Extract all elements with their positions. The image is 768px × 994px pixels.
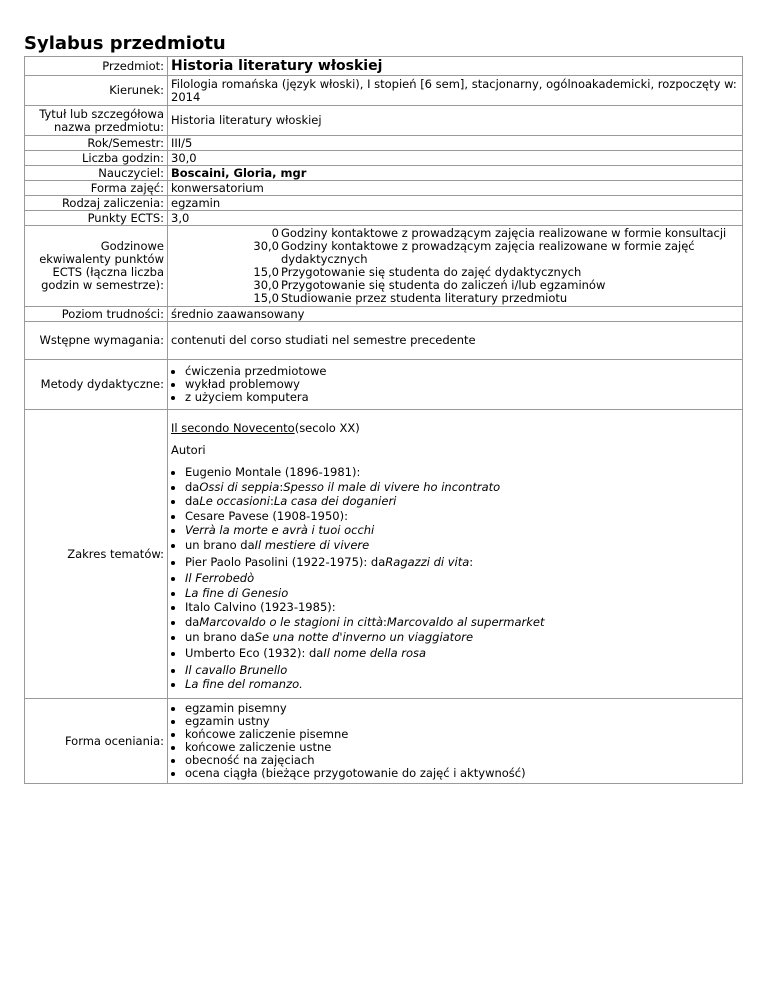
work-title: Ossi di seppia <box>199 479 280 494</box>
work-title: La fine di Genesio <box>185 585 289 600</box>
prefix-da: da <box>185 494 200 509</box>
list-item <box>185 615 739 630</box>
label-ekwiwalenty: Godzinowe ekwiwalenty punktów ECTS (łączna liczba godzin w semestrze): <box>25 226 168 307</box>
list-item: • egzamin ustny <box>185 715 739 728</box>
work-title: Verrà la morte e avrà i tuoi occhi <box>185 523 375 538</box>
ects-text: Godziny kontaktowe z prowadzącym zajęcia realizowane w formie konsultacji <box>281 226 727 240</box>
value-kierunek: Filologia romańska (język włoski), I stopień [6 sem], stacjonarny, ogólnoakademicki, rozpoczęty w: 2014 <box>168 76 743 106</box>
list-item <box>185 571 739 586</box>
ocena-list <box>171 702 739 780</box>
list-item: • z użyciem komputera <box>185 391 739 404</box>
row-forma <box>25 181 743 196</box>
separator: : <box>383 614 387 629</box>
value-ekwiwalenty <box>168 226 743 307</box>
list-item <box>185 494 739 509</box>
list-item <box>185 480 739 495</box>
list-item: • Cesare Pavese (1908-1950): <box>185 509 739 524</box>
value-forma: konwersatorium <box>168 181 743 196</box>
separator: : <box>469 554 474 569</box>
list-item: • końcowe zaliczenie ustne <box>185 741 739 754</box>
row-przedmiot <box>25 57 743 76</box>
work-title: Marcovaldo o le stagioni in città <box>199 614 384 629</box>
topics-intro-link[interactable]: Il secondo Novecento <box>171 421 295 436</box>
list-item: • Eugenio Montale (1896-1981): <box>185 465 739 480</box>
author-name: Umberto Eco (1932): da <box>185 646 324 661</box>
ects-text: Przygotowanie się studenta do zajęć dydaktycznych <box>281 265 582 279</box>
value-zaliczenie: egzamin <box>168 196 743 211</box>
metody-list <box>171 365 739 404</box>
ects-item <box>171 292 739 305</box>
label-godziny: Liczba godzin: <box>25 151 168 166</box>
ects-hours: 15,0 <box>253 265 279 279</box>
list-item <box>185 523 739 538</box>
label-poziom: Poziom trudności: <box>25 307 168 322</box>
row-rok <box>25 136 743 151</box>
label-zaliczenie: Rodzaj zaliczenia: <box>25 196 168 211</box>
list-item <box>185 677 739 692</box>
prefix-da: da <box>185 614 200 629</box>
row-ects <box>25 211 743 226</box>
label-przedmiot: Przedmiot: <box>25 57 168 76</box>
work-title: La casa dei doganieri <box>273 494 397 509</box>
list-item <box>185 555 739 570</box>
value-metody <box>168 360 743 410</box>
row-kierunek <box>25 76 743 106</box>
value-ocena <box>168 699 743 784</box>
prefix: un brano da <box>185 629 255 644</box>
list-item: • obecność na zajęciach <box>185 754 739 767</box>
work-title: Il nome della rosa <box>323 646 427 661</box>
list-item: • Italo Calvino (1923-1985): <box>185 600 739 615</box>
ects-text: Studiowanie przez studenta literatury przedmiotu <box>281 291 568 305</box>
value-poziom: średnio zaawansowany <box>168 307 743 322</box>
label-rok: Rok/Semestr: <box>25 136 168 151</box>
list-item <box>185 646 739 661</box>
page-title: Sylabus przedmiotu <box>24 33 226 54</box>
value-rok: III/5 <box>168 136 743 151</box>
row-ocena <box>25 699 743 784</box>
row-wymagania <box>25 322 743 360</box>
ects-hours: 30,0 <box>253 278 279 292</box>
topics-intro-rest: (secolo XX) <box>294 421 360 436</box>
prefix-da: da <box>185 479 200 494</box>
ects-hours: 0 <box>271 226 279 240</box>
work-title: Il cavallo Brunello <box>185 662 288 677</box>
row-nauczyciel <box>25 166 743 181</box>
work-title: Il Ferrobedò <box>185 571 255 586</box>
ects-item <box>171 240 739 266</box>
prefix: un brano da <box>185 538 255 553</box>
ects-hours: 15,0 <box>253 291 279 305</box>
row-zaliczenie <box>25 196 743 211</box>
list-item <box>185 586 739 601</box>
row-tytul <box>25 106 743 136</box>
value-tytul: Historia literatury włoskiej <box>168 106 743 136</box>
work-title: Se una notte d'inverno un viaggiatore <box>254 629 474 644</box>
label-wymagania: Wstępne wymagania: <box>25 322 168 360</box>
list-item <box>185 538 739 553</box>
syllabus-table <box>24 56 743 784</box>
topics-list <box>171 465 739 692</box>
value-przedmiot: Historia literatury włoskiej <box>168 57 743 76</box>
label-zakres: Zakres tematów: <box>25 410 168 699</box>
ects-text: Przygotowanie się studenta do zaliczeń i/lub egzaminów <box>281 278 606 292</box>
separator: : <box>269 494 274 509</box>
row-poziom <box>25 307 743 322</box>
label-metody: Metody dydaktyczne: <box>25 360 168 410</box>
row-godziny <box>25 151 743 166</box>
value-zakres <box>168 410 743 699</box>
list-item: • egzamin pisemny <box>185 702 739 715</box>
work-title: La fine del romanzo. <box>185 677 303 692</box>
list-item: • końcowe zaliczenie pisemne <box>185 728 739 741</box>
label-nauczyciel: Nauczyciel: <box>25 166 168 181</box>
ects-text: Godziny kontaktowe z prowadzącym zajęcia realizowane w formie zajęć dydaktycznych <box>281 239 695 266</box>
separator: : <box>279 479 284 494</box>
label-kierunek: Kierunek: <box>25 76 168 106</box>
work-title: Le occasioni <box>199 494 270 509</box>
label-ects: Punkty ECTS: <box>25 211 168 226</box>
list-item: • ocena ciągła (bieżące przygotowanie do zajęć i aktywność) <box>185 767 739 780</box>
list-item <box>185 630 739 645</box>
work-title: Ragazzi di vita <box>385 554 470 569</box>
list-item <box>185 663 739 678</box>
ects-hours: 30,0 <box>253 239 279 253</box>
value-nauczyciel: Boscaini, Gloria, mgr <box>168 166 743 181</box>
topics-autori: Autori <box>171 443 206 458</box>
row-metody <box>25 360 743 410</box>
author-name: Pier Paolo Pasolini (1922-1975): da <box>185 554 386 569</box>
topics-intro <box>171 422 739 435</box>
list-item: • wykład problemowy <box>185 378 739 391</box>
row-zakres <box>25 410 743 699</box>
row-ekwiwalenty <box>25 226 743 307</box>
list-item: • ćwiczenia przedmiotowe <box>185 365 739 378</box>
label-forma: Forma zajęć: <box>25 181 168 196</box>
work-title: Spesso il male di vivere ho incontrato <box>283 479 501 494</box>
label-tytul: Tytuł lub szczegółowa nazwa przedmiotu: <box>25 106 168 136</box>
work-title: Marcovaldo al supermarket <box>386 614 545 629</box>
value-godziny: 30,0 <box>168 151 743 166</box>
value-ects: 3,0 <box>168 211 743 226</box>
value-wymagania: contenuti del corso studiati nel semestre precedente <box>168 322 743 360</box>
label-ocena: Forma oceniania: <box>25 699 168 784</box>
work-title: Il mestiere di vivere <box>254 538 370 553</box>
